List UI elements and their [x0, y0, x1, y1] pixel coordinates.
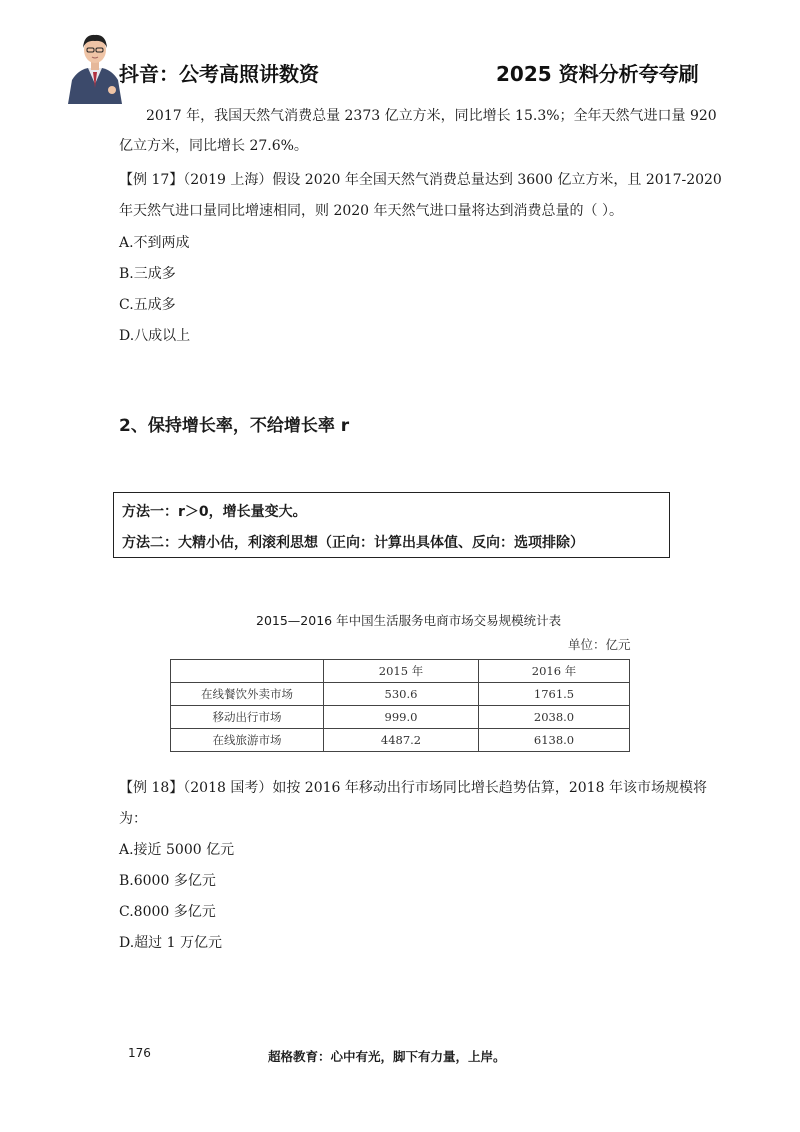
example18-option-b: B.6000 多亿元 [119, 873, 216, 889]
example17-option-c: C.五成多 [119, 297, 176, 313]
stats-table [170, 659, 630, 752]
example18-option-d: D.超过 1 万亿元 [119, 935, 222, 951]
page-number: 176 [128, 1046, 151, 1060]
table-row [171, 683, 630, 706]
table-cell: 在线餐饮外卖市场 [171, 683, 324, 706]
table-row [171, 729, 630, 752]
intro-line-1: 2017 年，我国天然气消费总量 2373 亿立方米，同比增长 15.3%；全年天然气进口量 920 [146, 108, 717, 124]
table-cell: 在线旅游市场 [171, 729, 324, 752]
example17-line-2: 年天然气进口量同比增速相同，则 2020 年天然气进口量将达到消费总量的（ ）。 [119, 203, 623, 219]
table-header-cell [171, 660, 324, 683]
method-2: 方法二：大精小估，利滚利思想（正向：计算出具体值、反向：选项排除） [122, 535, 584, 551]
intro-line-2: 亿立方米，同比增长 27.6%。 [119, 138, 308, 154]
table-cell: 4487.2 [324, 729, 479, 752]
example18-line-2: 为： [119, 811, 147, 827]
example17-line-1: 【例 17】（2019 上海）假设 2020 年全国天然气消费总量达到 3600 亿立方米，且 2017-2020 [119, 172, 722, 188]
section-title: 2、保持增长率，不给增长率 r [119, 416, 350, 436]
header-right-title: 2025 资料分析夸夸刷 [496, 62, 699, 86]
table-cell: 6138.0 [479, 729, 630, 752]
table-cell: 530.6 [324, 683, 479, 706]
table-header-cell: 2016 年 [479, 660, 630, 683]
table-header-cell: 2015 年 [324, 660, 479, 683]
method-1: 方法一：r＞0，增长量变大。 [122, 504, 307, 520]
table-header-row [171, 660, 630, 683]
table-cell: 999.0 [324, 706, 479, 729]
example18-line-1: 【例 18】（2018 国考）如按 2016 年移动出行市场同比增长趋势估算，2018 年该市场规模将 [119, 780, 707, 796]
example17-option-b: B.三成多 [119, 266, 176, 282]
example18-option-a: A.接近 5000 亿元 [119, 842, 235, 858]
table-unit: 单位：亿元 [568, 637, 631, 652]
example18-option-c: C.8000 多亿元 [119, 904, 216, 920]
table-cell: 2038.0 [479, 706, 630, 729]
table-row [171, 706, 630, 729]
table-cell: 移动出行市场 [171, 706, 324, 729]
methods-box [113, 492, 670, 558]
table-title: 2015—2016 年中国生活服务电商市场交易规模统计表 [256, 613, 562, 628]
footer-slogan: 超格教育：心中有光，脚下有力量，上岸。 [268, 1049, 506, 1064]
example17-option-a: A.不到两成 [119, 235, 190, 251]
avatar [66, 30, 124, 104]
header-left-title: 抖音：公考高照讲数资 [119, 62, 319, 86]
example17-option-d: D.八成以上 [119, 328, 191, 344]
table-cell: 1761.5 [479, 683, 630, 706]
